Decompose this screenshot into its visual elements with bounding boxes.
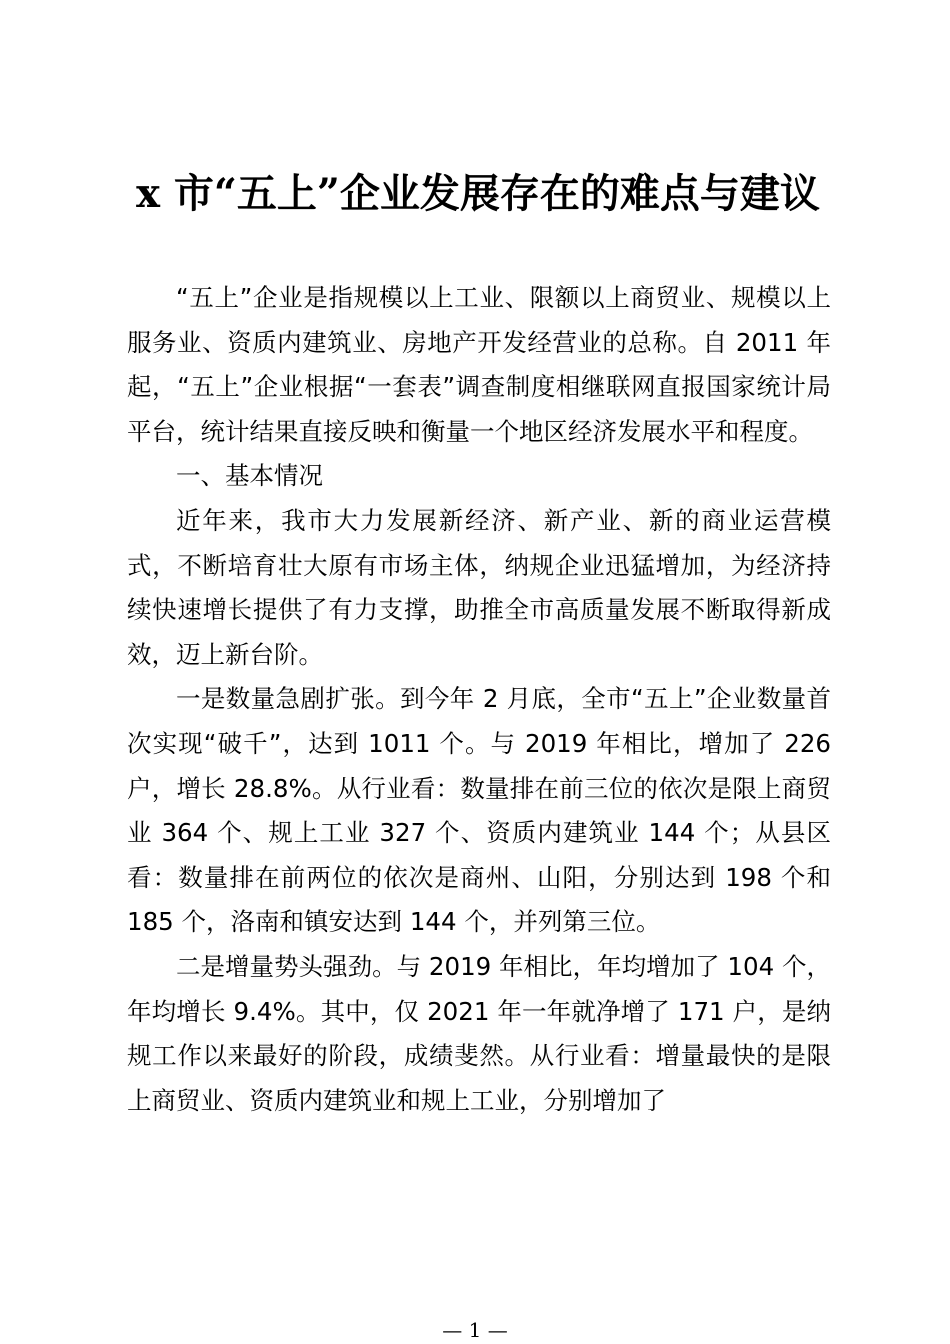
overview-paragraph: 近年来，我市大力发展新经济、新产业、新的商业运营模式，不断培育壮大原有市场主体，纳规企业迅猛增加，为经济持续快速增长提供了有力支撑，助推全市高质量发展不断取得新成效，迈上新台阶。 bbox=[127, 505, 831, 669]
intro-paragraph: “五上”企业是指规模以上工业、限额以上商贸业、规模以上服务业、资质内建筑业、房地产开发经营业的总称。自 2011 年起，“五上”企业根据“一套表”调查制度相继联网直报国家统计局平台，统计结果直接反映和衡量一个地区经济发展水平和程度。 bbox=[127, 283, 831, 446]
page-number: — 1 — bbox=[442, 1318, 508, 1342]
document-title: x 市“五上”企业发展存在的难点与建议 bbox=[136, 170, 820, 217]
quantity-expansion-paragraph: 一是数量急剧扩张。到今年 2 月底，全市“五上”企业数量首次实现“破千”，达到 1011 个。与 2019 年相比，增加了 226 户，增长 28.8%。从行业看：数量排在前三位的依次是限上商贸业 364 个、规上工业 327 个、资质内建筑业 144 个；从县区看：数量排在前两位的依次是商州、山阳，分别达到 198 个和 185 个，洛南和镇安达到 144 个，并列第三位。 bbox=[127, 684, 831, 937]
document-body bbox=[127, 276, 831, 1123]
growth-momentum-paragraph: 二是增量势头强劲。与 2019 年相比，年均增加了 104 个，年均增长 9.4%。其中，仅 2021 年一年就净增了 171 户，是纳规工作以来最好的阶段，成绩斐然。从行业看：增量最快的是限上商贸业、资质内建筑业和规上工业，分别增加了 bbox=[127, 951, 831, 1115]
section-heading-basic-situation: 一、基本情况 bbox=[176, 461, 323, 491]
